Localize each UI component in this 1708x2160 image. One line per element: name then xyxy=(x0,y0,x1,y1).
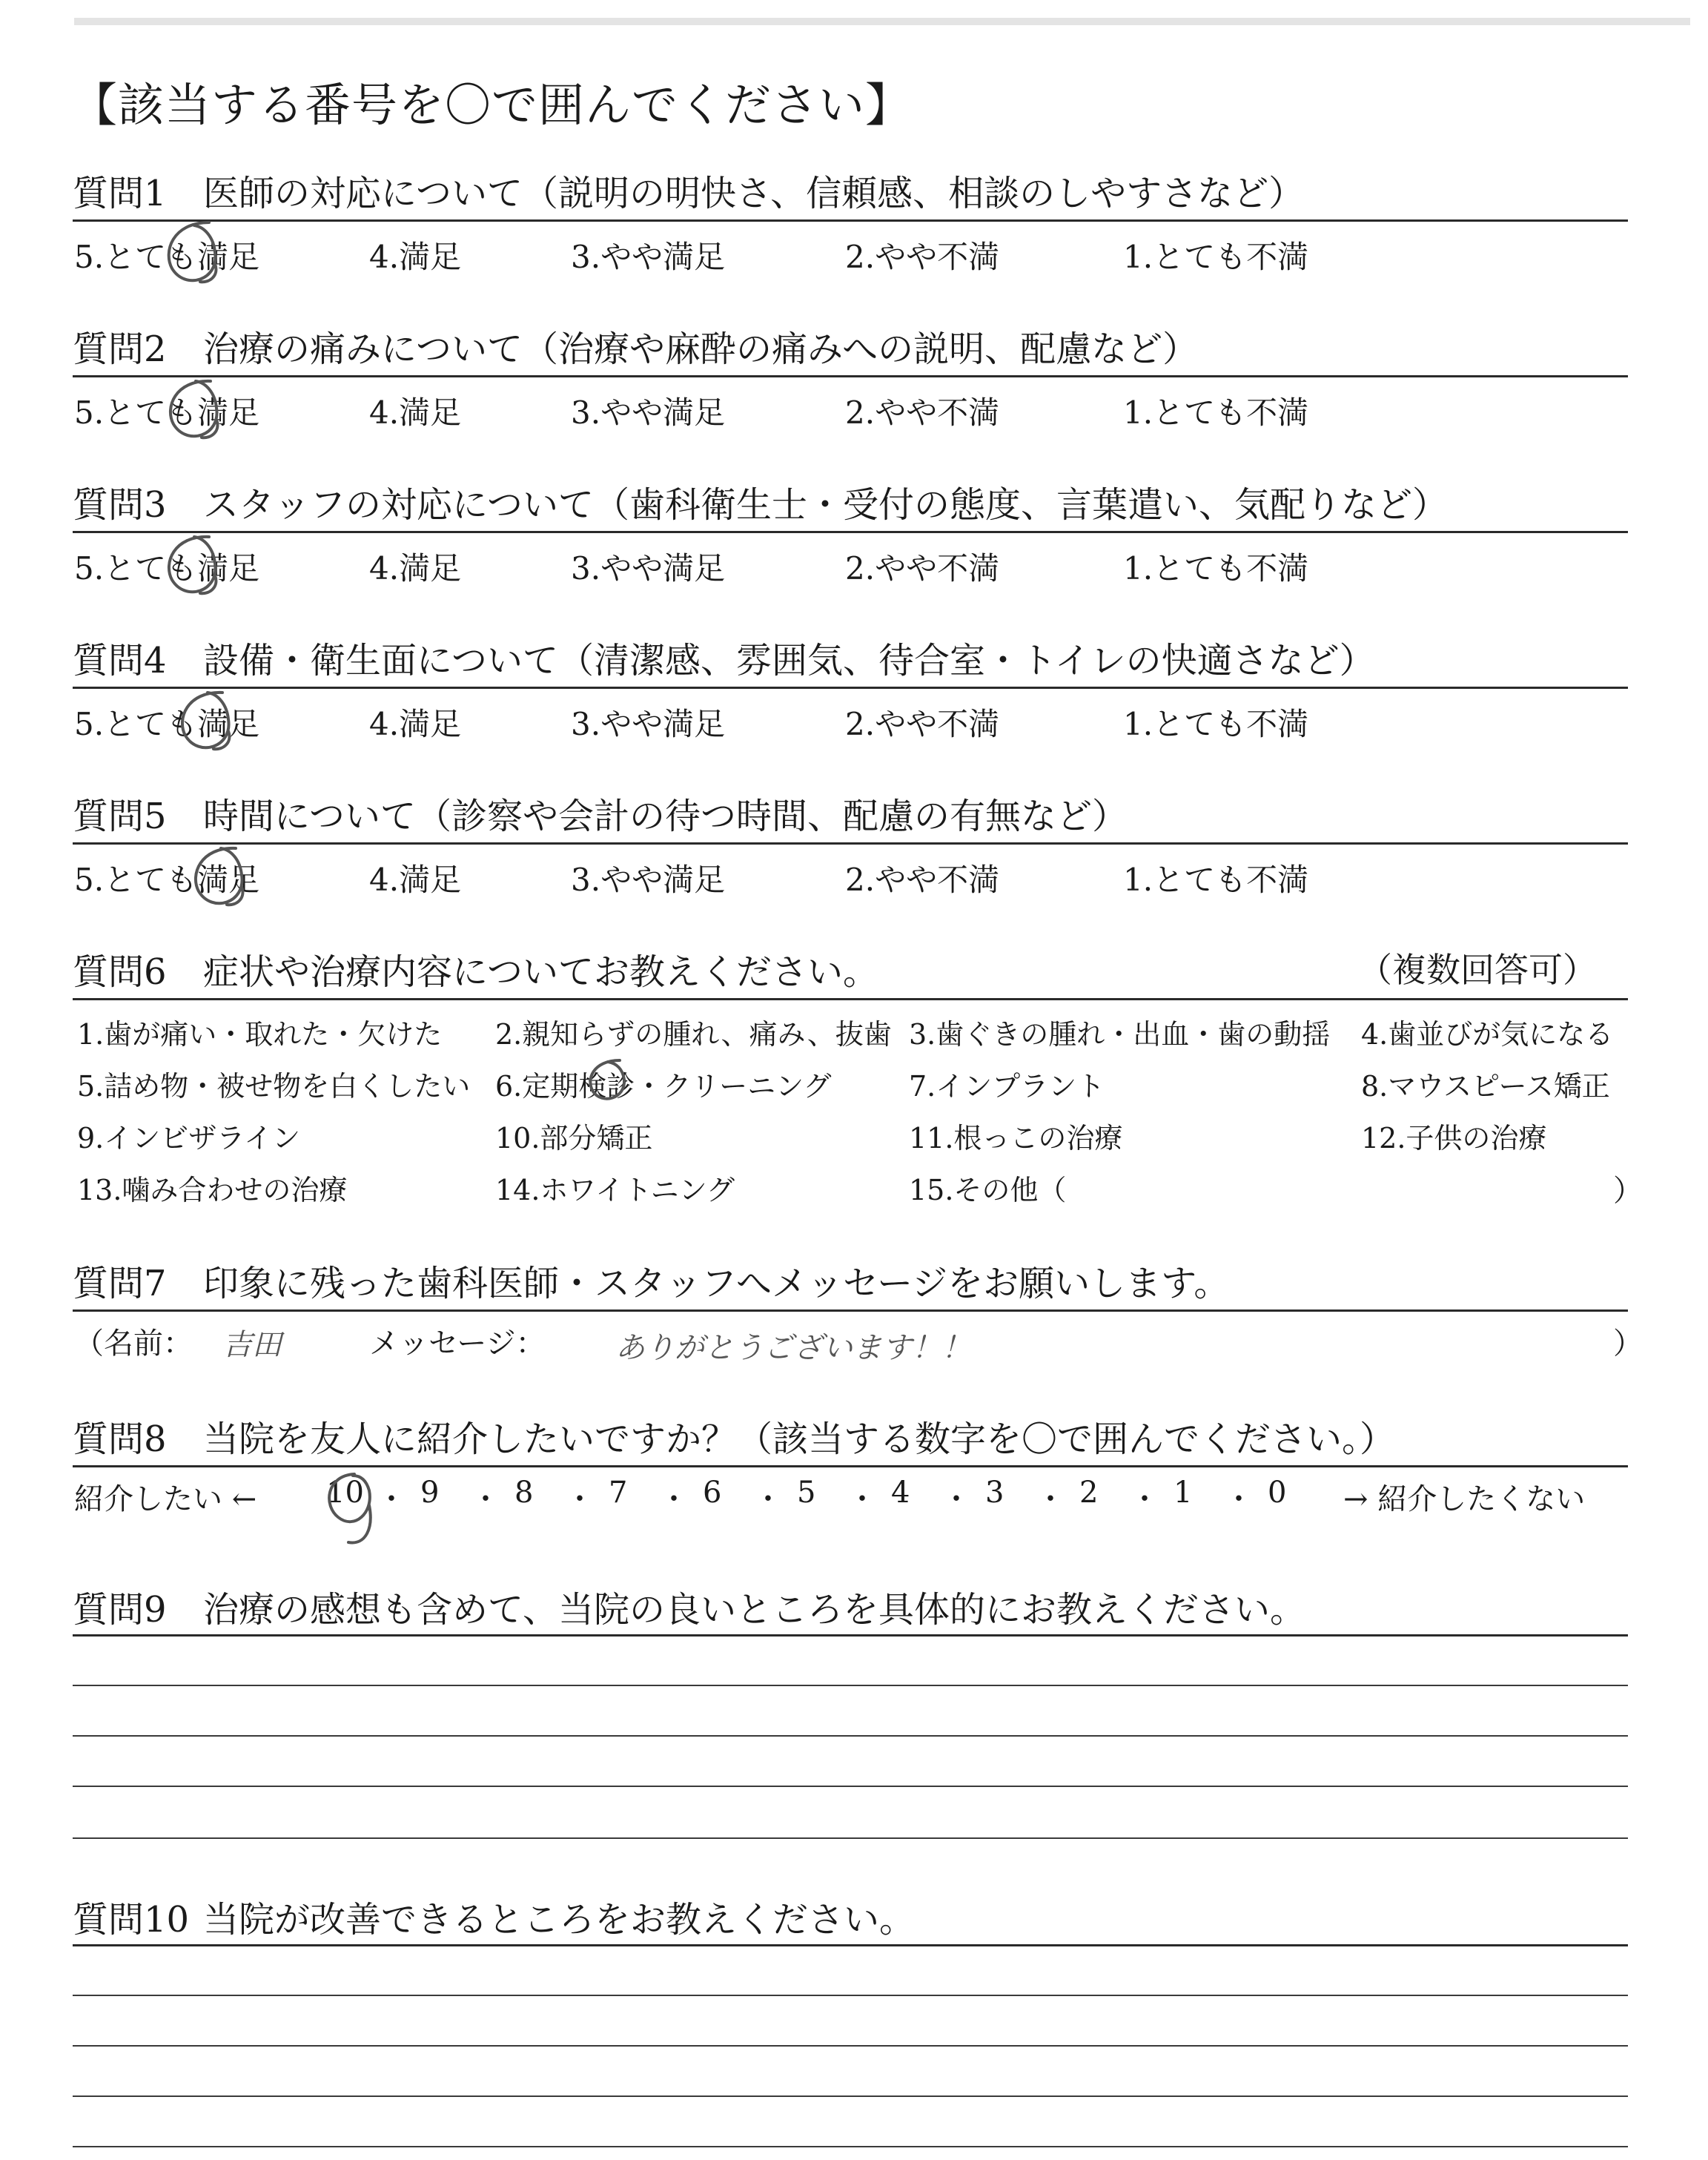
question-number: 質問9 xyxy=(73,1589,167,1631)
question-text: 当院が改善できるところをお教えください。 xyxy=(203,1899,916,1941)
q1-option-2[interactable]: 2.やや不満 xyxy=(845,239,1000,275)
scale-option-3[interactable]: 3 xyxy=(985,1476,1004,1510)
q1-option-3[interactable]: 3.やや満足 xyxy=(571,239,726,275)
scale-dot: ・ xyxy=(1036,1482,1065,1516)
q6-item[interactable]: 5.詰め物・被せ物を白くしたい xyxy=(77,1070,471,1103)
q6-item-other[interactable]: 15.その他（ xyxy=(909,1174,1067,1206)
question-7 xyxy=(73,1255,1629,1306)
q6-item[interactable]: 1.歯が痛い・取れた・欠けた xyxy=(77,1018,443,1051)
q1-option-1[interactable]: 1.とても不満 xyxy=(1123,239,1309,275)
question-number: 質問3 xyxy=(73,484,167,526)
scale-option-6[interactable]: 6 xyxy=(703,1476,722,1510)
q4-option-1[interactable]: 1.とても不満 xyxy=(1123,706,1309,742)
q6-item[interactable]: 8.マウスピース矯正 xyxy=(1361,1070,1610,1103)
answer-line[interactable] xyxy=(73,1735,1628,1737)
q5-option-1[interactable]: 1.とても不満 xyxy=(1123,862,1309,898)
name-value[interactable]: 吉田 xyxy=(222,1328,282,1362)
question-text: 治療の痛みについて（治療や麻酔の痛みへの説明、配慮など） xyxy=(203,328,1199,370)
q4-option-3[interactable]: 3.やや満足 xyxy=(571,706,726,742)
other-close-paren: ） xyxy=(1613,1174,1643,1208)
question-text: 印象に残った歯科医師・スタッフへメッセージをお願いします。 xyxy=(203,1263,1230,1304)
question-text: スタッフの対応について（歯科衛生士・受付の態度、言葉遣い、気配りなど） xyxy=(203,484,1449,526)
q5-option-3[interactable]: 3.やや満足 xyxy=(571,862,726,898)
question-3 xyxy=(73,476,1629,527)
q3-option-1[interactable]: 1.とても不満 xyxy=(1123,550,1309,587)
question-1 xyxy=(73,165,1629,216)
page-title: 【該当する番号を〇で囲んでください】 xyxy=(71,78,913,132)
scan-edge xyxy=(74,18,1690,25)
divider xyxy=(73,375,1628,377)
answer-line[interactable] xyxy=(73,1786,1628,1787)
q3-option-2[interactable]: 2.やや不満 xyxy=(845,550,1000,587)
multiple-answers-note: （複数回答可） xyxy=(1358,950,1597,990)
q4-option-5[interactable]: 5.とても満足 xyxy=(74,706,260,742)
question-text: 症状や治療内容についてお教えください。 xyxy=(203,951,879,993)
question-number: 質問4 xyxy=(73,640,167,681)
divider xyxy=(73,1309,1628,1312)
question-9 xyxy=(73,1581,1629,1632)
q5-option-5[interactable]: 5.とても満足 xyxy=(74,862,260,898)
question-number: 質問10 xyxy=(73,1899,190,1941)
answer-line[interactable] xyxy=(73,2146,1628,2147)
scale-dot: ・ xyxy=(659,1482,689,1516)
divider xyxy=(73,1944,1628,1946)
question-number: 質問7 xyxy=(73,1263,167,1304)
q3-option-5[interactable]: 5.とても満足 xyxy=(74,550,260,587)
divider xyxy=(73,998,1628,1000)
scale-option-8[interactable]: 8 xyxy=(514,1476,534,1510)
q1-option-5[interactable]: 5.とても満足 xyxy=(74,239,260,275)
q6-item[interactable]: 12.子供の治療 xyxy=(1361,1122,1547,1155)
question-number: 質問5 xyxy=(73,796,167,837)
q6-item[interactable]: 10.部分矯正 xyxy=(495,1122,653,1155)
q3-option-3[interactable]: 3.やや満足 xyxy=(571,550,726,587)
message-close-paren: ） xyxy=(1613,1327,1643,1361)
answer-line[interactable] xyxy=(73,1995,1628,1996)
scale-dot: ・ xyxy=(565,1482,595,1516)
q2-option-5[interactable]: 5.とても満足 xyxy=(74,394,260,431)
q5-option-4[interactable]: 4.満足 xyxy=(369,862,462,898)
q6-item[interactable]: 13.噛み合わせの治療 xyxy=(77,1174,348,1206)
question-10 xyxy=(73,1891,1629,1942)
scale-dot: ・ xyxy=(377,1482,406,1516)
scale-option-1[interactable]: 1 xyxy=(1174,1476,1193,1510)
question-text: 設備・衛生面について（清潔感、雰囲気、待合室・トイレの快適さなど） xyxy=(203,640,1375,681)
q6-item[interactable]: 6.定期検診・クリーニング xyxy=(495,1070,832,1103)
name-label: （名前： xyxy=(74,1327,193,1361)
question-number: 質問2 xyxy=(73,328,167,370)
question-number: 質問6 xyxy=(73,951,167,993)
scale-option-5[interactable]: 5 xyxy=(797,1476,816,1510)
question-2 xyxy=(73,320,1629,371)
q2-option-1[interactable]: 1.とても不満 xyxy=(1123,394,1309,431)
q6-item[interactable]: 3.歯ぐきの腫れ・出血・歯の動揺 xyxy=(909,1018,1331,1051)
question-text: 医師の対応について（説明の明快さ、信頼感、相談のしやすさなど） xyxy=(203,173,1305,214)
q6-item[interactable]: 11.根っこの治療 xyxy=(909,1122,1123,1155)
answer-line[interactable] xyxy=(73,2045,1628,2047)
divider xyxy=(73,531,1628,533)
question-8 xyxy=(73,1410,1629,1462)
scale-dot: ・ xyxy=(1224,1482,1254,1516)
answer-line[interactable] xyxy=(73,1837,1628,1839)
scale-dot: ・ xyxy=(941,1482,971,1516)
divider xyxy=(73,687,1628,689)
question-text: 時間について（診察や会計の待つ時間、配慮の有無など） xyxy=(203,796,1128,837)
scale-option-7[interactable]: 7 xyxy=(609,1476,628,1510)
recommend-right-label: → 紹介したくない xyxy=(1343,1482,1586,1516)
question-text: 治療の感想も含めて、当院の良いところを具体的にお教えください。 xyxy=(203,1589,1306,1631)
q6-item[interactable]: 2.親知らずの腫れ、痛み、抜歯 xyxy=(495,1018,892,1051)
q4-option-4[interactable]: 4.満足 xyxy=(369,706,462,742)
message-value[interactable]: ありがとうございます！！ xyxy=(615,1331,971,1365)
divider xyxy=(73,1634,1628,1636)
scale-option-9[interactable]: 9 xyxy=(420,1476,440,1510)
question-text: 当院を友人に紹介したいですか？（該当する数字を〇で囲んでください。） xyxy=(203,1418,1396,1460)
answer-line[interactable] xyxy=(73,1685,1628,1686)
q4-option-2[interactable]: 2.やや不満 xyxy=(845,706,1000,742)
question-4 xyxy=(73,632,1629,683)
scale-dot: ・ xyxy=(1130,1482,1159,1516)
q5-option-2[interactable]: 2.やや不満 xyxy=(845,862,1000,898)
q2-option-2[interactable]: 2.やや不満 xyxy=(845,394,1000,431)
scale-dot: ・ xyxy=(847,1482,877,1516)
divider xyxy=(73,219,1628,222)
scale-option-0[interactable]: 0 xyxy=(1268,1476,1287,1510)
q2-option-4[interactable]: 4.満足 xyxy=(369,394,462,431)
scale-dot: ・ xyxy=(753,1482,783,1516)
scale-dot: ・ xyxy=(471,1482,500,1516)
question-5 xyxy=(73,787,1629,839)
recommend-left-label: 紹介したい ← xyxy=(74,1482,257,1516)
q3-option-4[interactable]: 4.満足 xyxy=(369,550,462,587)
divider xyxy=(73,1465,1628,1467)
divider xyxy=(73,842,1628,845)
scale-option-10[interactable]: 10 xyxy=(326,1476,364,1510)
scale-option-2[interactable]: 2 xyxy=(1079,1476,1099,1510)
question-number: 質問8 xyxy=(73,1418,167,1460)
q6-item[interactable]: 7.インプラント xyxy=(909,1070,1105,1103)
q6-item[interactable]: 14.ホワイトニング xyxy=(495,1174,735,1206)
q6-item[interactable]: 9.インビザライン xyxy=(77,1122,301,1155)
message-label: メッセージ： xyxy=(369,1327,546,1361)
q1-option-4[interactable]: 4.満足 xyxy=(369,239,462,275)
q2-option-3[interactable]: 3.やや満足 xyxy=(571,394,726,431)
answer-line[interactable] xyxy=(73,2095,1628,2097)
question-number: 質問1 xyxy=(73,173,167,214)
q6-item[interactable]: 4.歯並びが気になる xyxy=(1361,1018,1614,1051)
scale-option-4[interactable]: 4 xyxy=(891,1476,910,1510)
